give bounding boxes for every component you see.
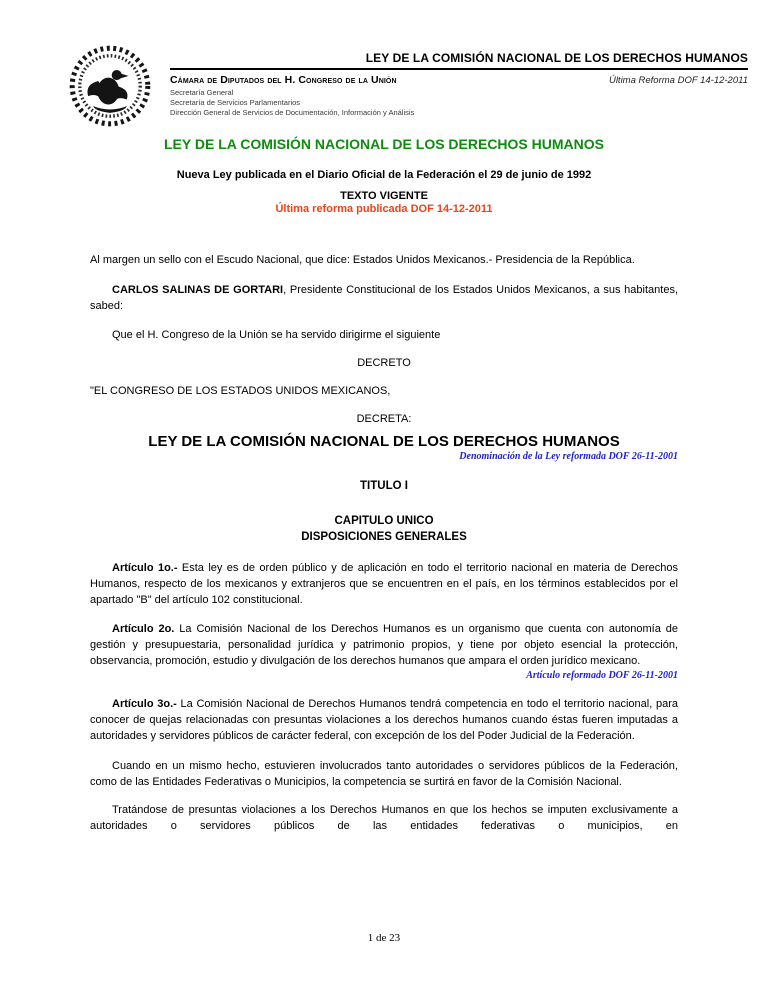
article-number: Artículo 1o.- [112, 562, 178, 574]
ultima-reforma-label: Última reforma publicada DOF 14-12-2011 [275, 203, 493, 215]
texto-vigente-label: TEXTO VIGENTE [340, 190, 428, 202]
paragraph-sello: Al margen un sello con el Escudo Nacional, que dice: Estados Unidos Mexicanos.- Presidencia de la República. [90, 254, 635, 266]
paragraph-articulo-3 [90, 696, 678, 744]
decreto-heading: DECRETO [357, 357, 411, 369]
paragraph-presidente [90, 282, 678, 314]
secretariat-line: Secretaría General [170, 88, 234, 97]
secretariat-line: Dirección General de Servicios de Documentación, Información y Análisis [170, 108, 415, 117]
articulo-reform-note: Artículo reformado DOF 26-11-2001 [526, 670, 678, 681]
capitulo-heading: CAPITULO UNICO [334, 515, 434, 527]
paragraph-cuando-hecho: Cuando en un mismo hecho, estuvieren involucrados tanto autoridades o servidores públicos de la Federación, como de las Entidades Federativas o Municipios, la competencia se surtirá en favor de la Comisión Nacional. [90, 760, 678, 788]
article-text: Esta ley es de orden público y de aplicación en todo el territorio nacional en materia de Derechos Humanos, respecto de los mexicanos y extranjeros que se encuentren en el país, en los términos establecidos por el apartado "B" del artículo 102 constitucional. [90, 562, 678, 606]
paragraph-tratandose: Tratándose de presuntas violaciones a los Derechos Humanos en que los hechos se imputen exclusivamente a autoridades o servidores públicos de las entidades federativas o municipios, en [90, 804, 678, 832]
paragraph-articulo-1 [90, 560, 678, 608]
paragraph-el-congreso: "EL CONGRESO DE LOS ESTADOS UNIDOS MEXICANOS, [90, 385, 391, 397]
article-text: La Comisión Nacional de los Derechos Humanos es un organismo que cuenta con autonomía de gestión y presupuestaria, personalidad jurídica y patrimonio propios, y tiene por objeto esencial la protección, observancia, promoción, estudio y divulgación de los derechos humanos que ampara el orden jurídico mexicano. [90, 623, 678, 667]
paragraph-articulo-2 [90, 621, 678, 669]
page-number: 1 de 23 [367, 932, 401, 944]
paragraph-text: , Presidente Constitucional de los Estados Unidos Mexicanos, a sus habitantes, sabed: [90, 284, 678, 312]
president-name: CARLOS SALINAS DE GORTARI [112, 284, 284, 296]
titulo-heading: TITULO I [360, 480, 408, 492]
decreta-heading: DECRETA: [356, 413, 412, 425]
page-header [64, 44, 748, 128]
denominacion-reform-note: Denominación de la Ley reformada DOF 26-11-2001 [459, 451, 678, 462]
article-number: Artículo 2o. [112, 623, 175, 635]
secretariat-line: Secretaría de Servicios Parlamentarios [170, 98, 301, 107]
article-text: La Comisión Nacional de Derechos Humanos tendrá competencia en todo el territorio nacional, para conocer de quejas relacionadas con presuntas violaciones a los derechos humanos cuando éstas fueren imputadas a autoridades y servidores públicos de carácter federal, con excepción de los del Poder Judicial de la Federación. [90, 698, 678, 742]
coat-of-arms-logo [64, 44, 156, 128]
header-law-title: LEY DE LA COMISIÓN NACIONAL DE LOS DERECHOS HUMANOS [170, 51, 748, 70]
publication-line: Nueva Ley publicada en el Diario Oficial de la Federación el 29 de junio de 1992 [176, 169, 592, 181]
secretariat-lines [170, 88, 748, 118]
last-reform-label: Última Reforma DOF 14-12-2011 [608, 75, 748, 86]
document-title: LEY DE LA COMISIÓN NACIONAL DE LOS DERECHOS HUMANOS [164, 136, 604, 152]
header-meta-row [170, 74, 748, 86]
header-text-block [170, 44, 748, 128]
document-body [90, 136, 678, 834]
mexican-coat-of-arms-icon [64, 44, 156, 128]
chamber-label: Cámara de Diputados del H. Congreso de la Unión [170, 74, 397, 86]
article-number: Artículo 3o.- [112, 698, 177, 710]
disposiciones-heading: DISPOSICIONES GENERALES [301, 531, 467, 543]
law-title-heading: LEY DE LA COMISIÓN NACIONAL DE LOS DERECHOS HUMANOS [148, 433, 620, 450]
paragraph-congreso-dirigirme: Que el H. Congreso de la Unión se ha servido dirigirme el siguiente [112, 329, 441, 341]
